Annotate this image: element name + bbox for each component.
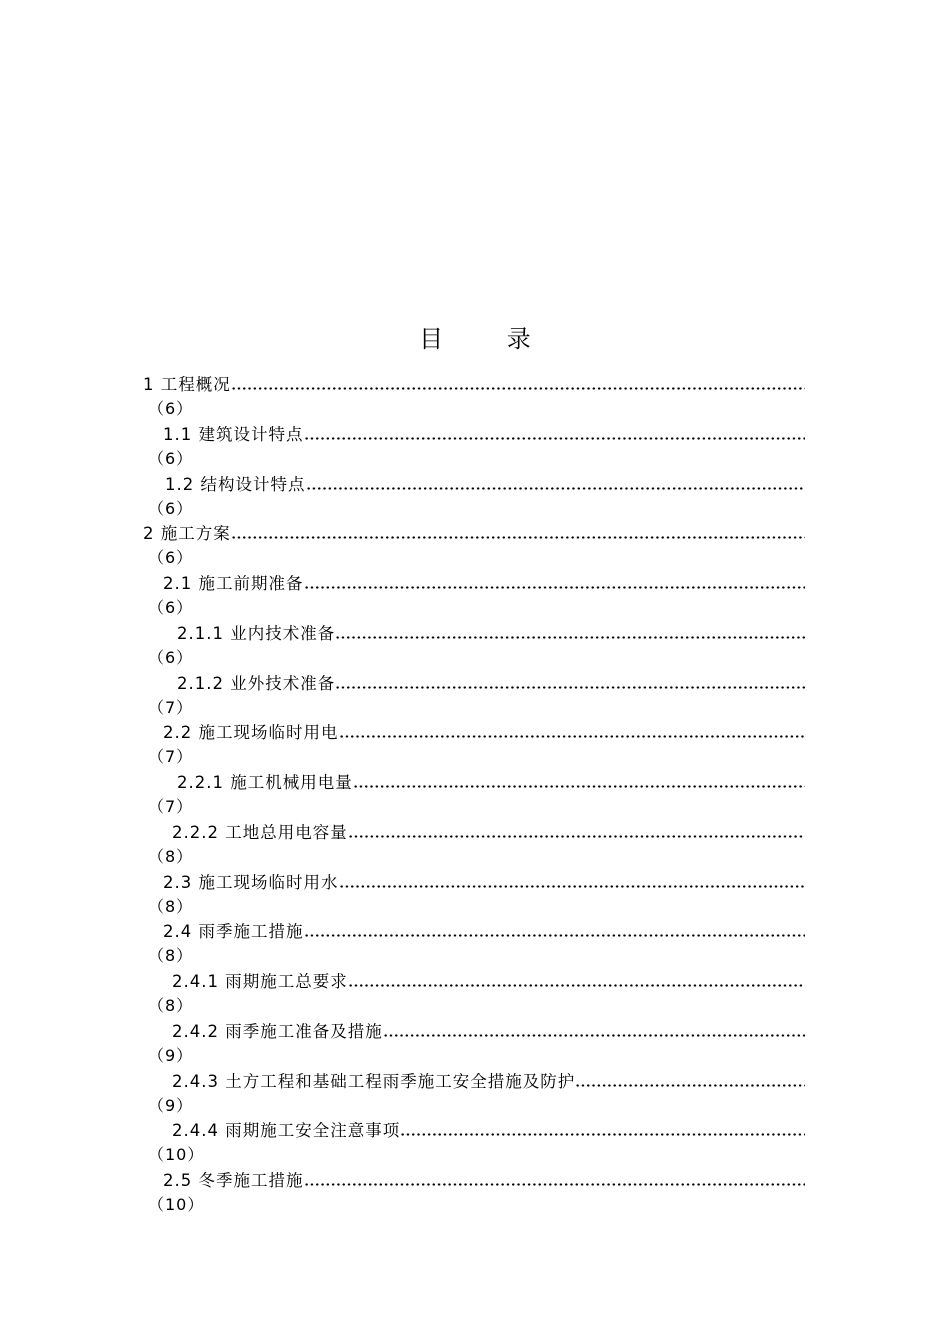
toc-entry-page-number: （8）: [148, 996, 194, 1015]
toc-entry-line: [143, 571, 805, 596]
dot-leader: [306, 472, 806, 497]
toc-entry-page-number: （6）: [148, 598, 194, 617]
toc-entry-page-number: （8）: [148, 846, 194, 866]
toc-entry-heading: 2.2 施工现场临时用电: [163, 723, 339, 743]
dot-leader: [304, 422, 806, 447]
dot-leader: [304, 1168, 806, 1193]
toc-entry-heading: 2.1.2 业外技术准备: [177, 673, 336, 693]
toc-entry-line: [143, 1069, 805, 1094]
toc-entry[interactable]: [143, 770, 805, 820]
toc-entry-line: [143, 969, 805, 994]
toc-entry-heading: 1 工程概况: [143, 375, 231, 394]
dot-leader: [231, 372, 805, 397]
toc-entry-heading: 2.1.1 业内技术准备: [177, 623, 336, 643]
toc-entry[interactable]: [143, 521, 805, 571]
toc-entry-page-number: （6）: [148, 647, 194, 667]
toc-entry-heading: 2.4.2 雨季施工准备及措施: [172, 1021, 383, 1041]
toc-entry-page-number: （6）: [148, 399, 194, 418]
toc-entry[interactable]: [143, 1168, 805, 1218]
toc-entry-page-number: （7）: [148, 797, 194, 816]
toc-entry-line: [143, 1118, 805, 1143]
toc-entry-page-number: （10）: [148, 1195, 205, 1214]
toc-entry-heading: 1.1 建筑设计特点: [163, 424, 304, 444]
toc-entry-line: [143, 770, 805, 795]
toc-entry[interactable]: [143, 1019, 805, 1069]
toc-entry[interactable]: [143, 422, 805, 472]
toc-entry-line: [143, 870, 805, 895]
toc-entry-heading: 2.4.3 土方工程和基础工程雨季施工安全措施及防护: [172, 1071, 576, 1091]
toc-entry[interactable]: [143, 671, 805, 721]
toc-entry-page-number: （8）: [148, 896, 194, 916]
dot-leader: [231, 521, 805, 546]
toc-entry[interactable]: [143, 820, 805, 870]
dot-leader: [400, 1118, 805, 1143]
toc-entry-heading: 2.4.1 雨期施工总要求: [172, 972, 348, 991]
toc-entry[interactable]: [143, 969, 805, 1019]
toc-entry[interactable]: [143, 372, 805, 422]
toc-entry[interactable]: [143, 571, 805, 621]
dot-leader: [335, 671, 805, 696]
toc-entry-line: [143, 919, 805, 944]
dot-leader: [383, 1019, 805, 1044]
toc-entry-page-number: （7）: [148, 697, 194, 717]
toc-entry[interactable]: [143, 1069, 805, 1119]
toc-entry-heading: 2.4 雨季施工措施: [163, 922, 304, 942]
toc-entry-heading: 2.5 冬季施工措施: [163, 1171, 304, 1190]
dot-leader: [353, 770, 805, 795]
toc-entry-page-number: （8）: [148, 946, 194, 966]
toc-entry-line: [143, 720, 805, 745]
dot-leader: [348, 969, 805, 994]
toc-entry[interactable]: [143, 870, 805, 920]
toc-entry[interactable]: [143, 621, 805, 671]
dot-leader: [575, 1069, 805, 1094]
toc-entry[interactable]: [143, 720, 805, 770]
dot-leader: [304, 571, 806, 596]
dot-leader: [339, 870, 806, 895]
toc-entry-heading: 1.2 结构设计特点: [165, 474, 306, 494]
toc-entry-line: [143, 671, 805, 696]
toc-entry-heading: 2.3 施工现场临时用水: [163, 872, 339, 892]
table-of-contents: [143, 372, 805, 1218]
dot-leader: [304, 919, 806, 944]
toc-entry[interactable]: [143, 1118, 805, 1168]
toc-entry-page-number: （6）: [148, 548, 194, 568]
toc-entry-page-number: （9）: [148, 1045, 194, 1065]
toc-entry-line: [143, 1168, 805, 1193]
toc-entry-line: [143, 820, 805, 845]
toc-entry-page-number: （10）: [148, 1145, 205, 1165]
toc-entry-line: [143, 472, 805, 497]
toc-entry-page-number: （6）: [148, 498, 194, 518]
toc-entry-line: [143, 372, 805, 397]
dot-leader: [335, 621, 805, 646]
toc-entry-line: [143, 621, 805, 646]
dot-leader: [348, 820, 805, 845]
toc-entry[interactable]: [143, 472, 805, 522]
toc-entry-heading: 2.1 施工前期准备: [163, 574, 304, 593]
toc-entry-page-number: （7）: [148, 747, 194, 767]
toc-entry-heading: 2.2.1 施工机械用电量: [177, 773, 353, 792]
toc-entry-line: [143, 422, 805, 447]
toc-entry-line: [143, 521, 805, 546]
dot-leader: [339, 720, 806, 745]
toc-entry-heading: 2 施工方案: [143, 524, 231, 544]
toc-entry-heading: 2.4.4 雨期施工安全注意事项: [172, 1121, 401, 1141]
toc-entry-page-number: （9）: [148, 1095, 194, 1115]
toc-entry-heading: 2.2.2 工地总用电容量: [172, 822, 348, 842]
toc-entry-line: [143, 1019, 805, 1044]
toc-entry[interactable]: [143, 919, 805, 969]
toc-title: 目 录: [419, 325, 559, 353]
toc-entry-page-number: （6）: [148, 448, 194, 468]
